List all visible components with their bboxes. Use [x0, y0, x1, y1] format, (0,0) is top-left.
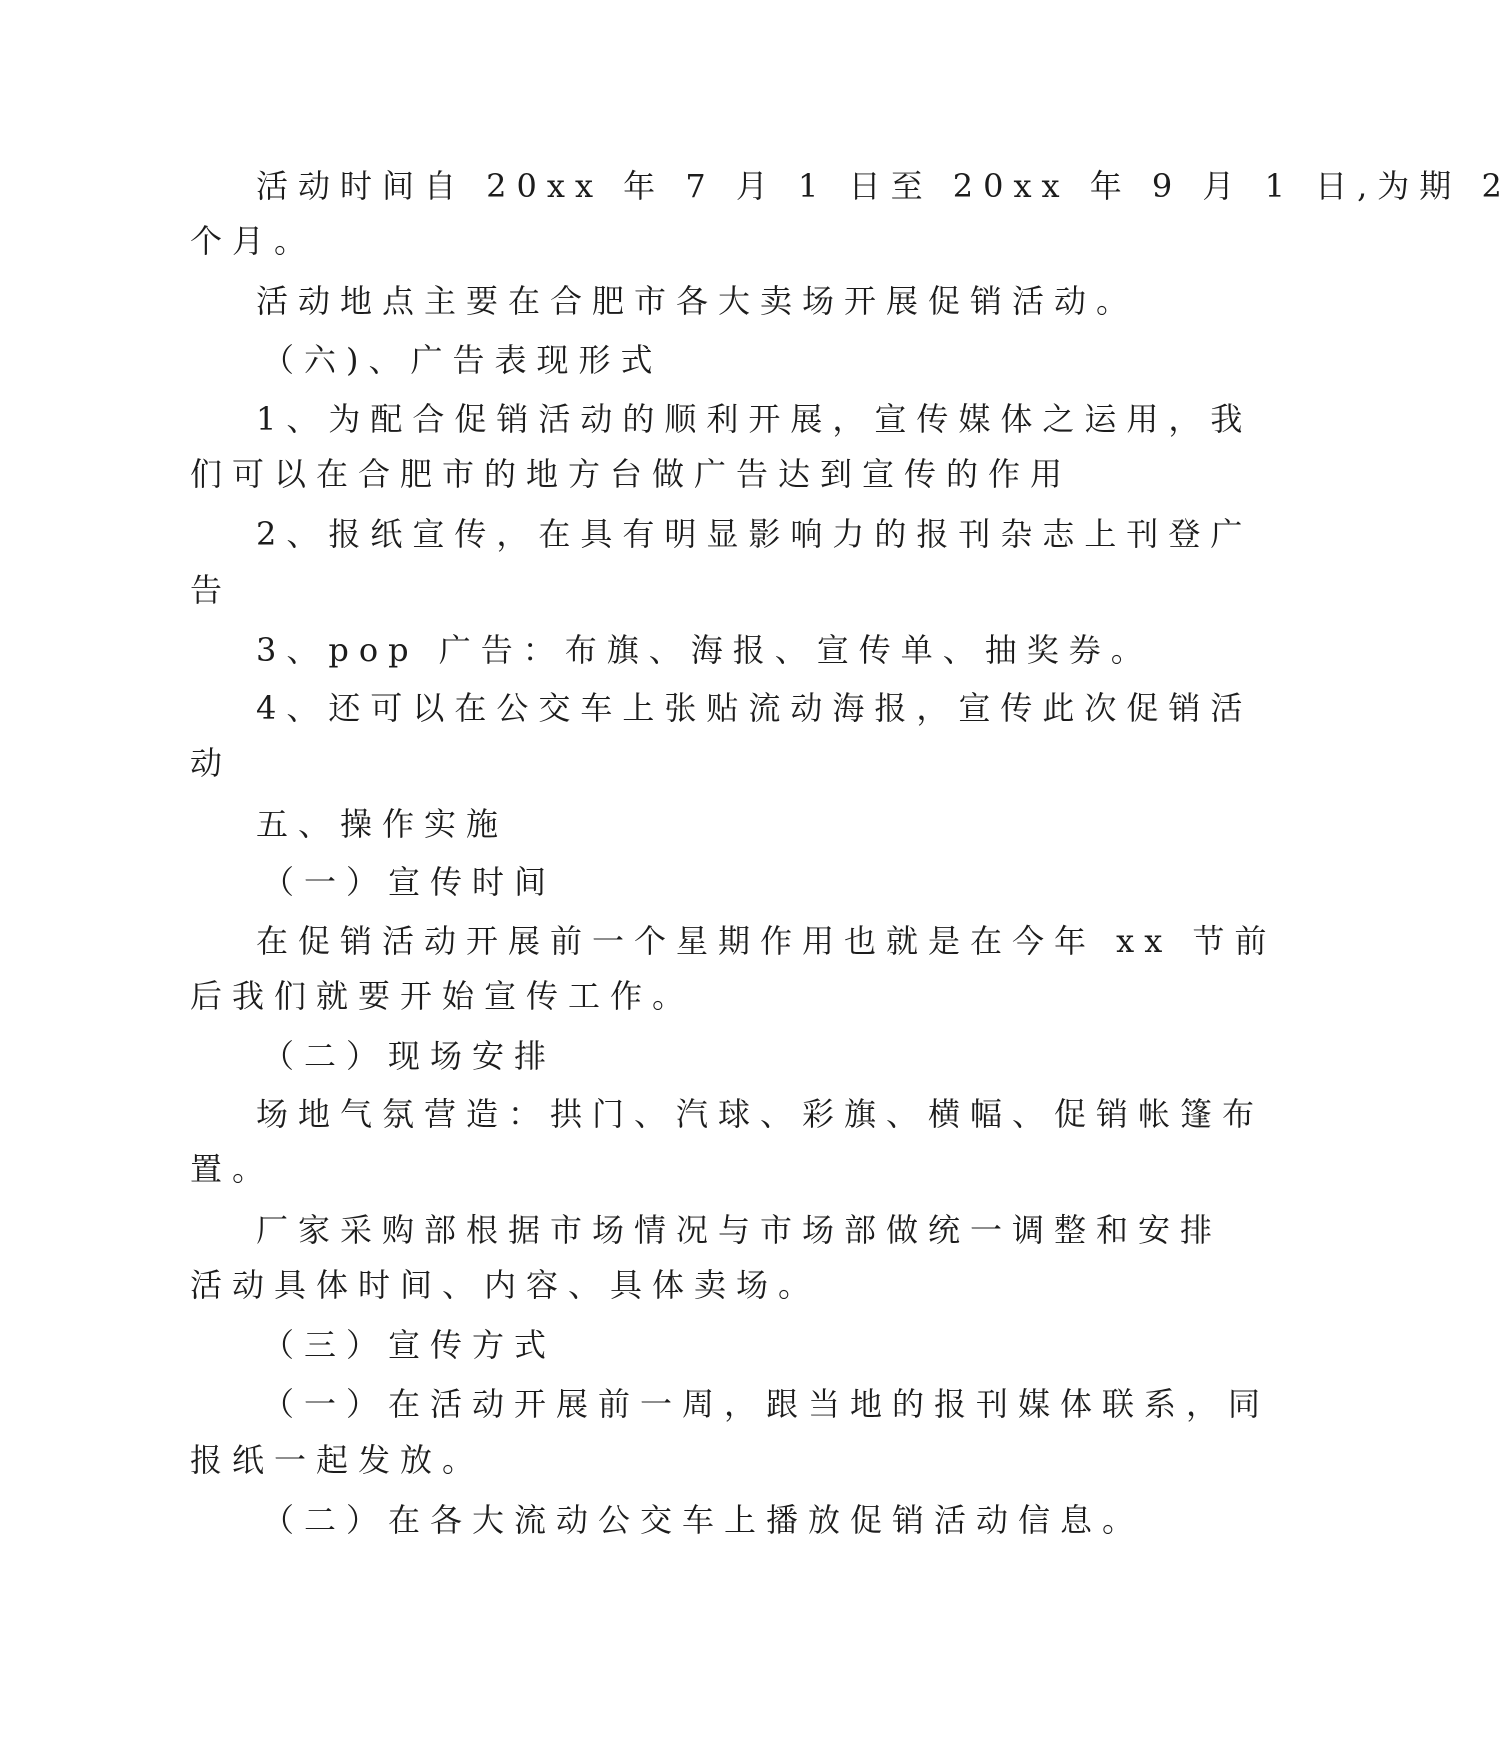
- paragraph-line: 场地气氛营造：拱门、汽球、彩旗、横幅、促销帐篷布: [256, 1095, 1265, 1133]
- paragraph-line: 报纸一起发放。: [190, 1441, 485, 1479]
- paragraph-line: 置。: [190, 1150, 275, 1188]
- paragraph-line: 活动时间自 20xx 年 7 月 1 日至 20xx 年 9 月 1 日,为期 2: [256, 167, 1512, 205]
- paragraph-line: 活动地点主要在合肥市各大卖场开展促销活动。: [256, 282, 1139, 320]
- subsection-heading: （二）现场安排: [262, 1037, 557, 1075]
- paragraph-line: （二）在各大流动公交车上播放促销活动信息。: [262, 1501, 1145, 1539]
- section-heading: 五、操作实施: [256, 805, 509, 843]
- paragraph-line: 2、报纸宣传，在具有明显影响力的报刊杂志上刊登广: [256, 515, 1253, 553]
- section-heading: （六)、广告表现形式: [262, 341, 663, 379]
- paragraph-line: 个月。: [190, 222, 317, 260]
- paragraph-line: （一）在活动开展前一周，跟当地的报刊媒体联系，同: [262, 1385, 1271, 1423]
- subsection-heading: （三）宣传方式: [262, 1326, 557, 1364]
- paragraph-line: 在促销活动开展前一个星期作用也就是在今年 xx 节前: [256, 922, 1277, 960]
- paragraph-line: 后我们就要开始宣传工作。: [190, 977, 695, 1015]
- paragraph-line: 1、为配合促销活动的顺利开展，宣传媒体之运用，我: [256, 400, 1253, 438]
- paragraph-line: 3、pop 广告：布旗、海报、宣传单、抽奖券。: [256, 631, 1153, 669]
- paragraph-line: 们可以在合肥市的地方台做广告达到宣传的作用: [190, 455, 1073, 493]
- paragraph-line: 厂家采购部根据市场情况与市场部做统一调整和安排: [256, 1211, 1223, 1249]
- paragraph-line: 活动具体时间、内容、具体卖场。: [190, 1266, 821, 1304]
- subsection-heading: （一）宣传时间: [262, 863, 557, 901]
- paragraph-line: 告: [190, 571, 233, 609]
- paragraph-line: 4、还可以在公交车上张贴流动海报，宣传此次促销活: [256, 689, 1253, 727]
- paragraph-line: 动: [190, 744, 233, 782]
